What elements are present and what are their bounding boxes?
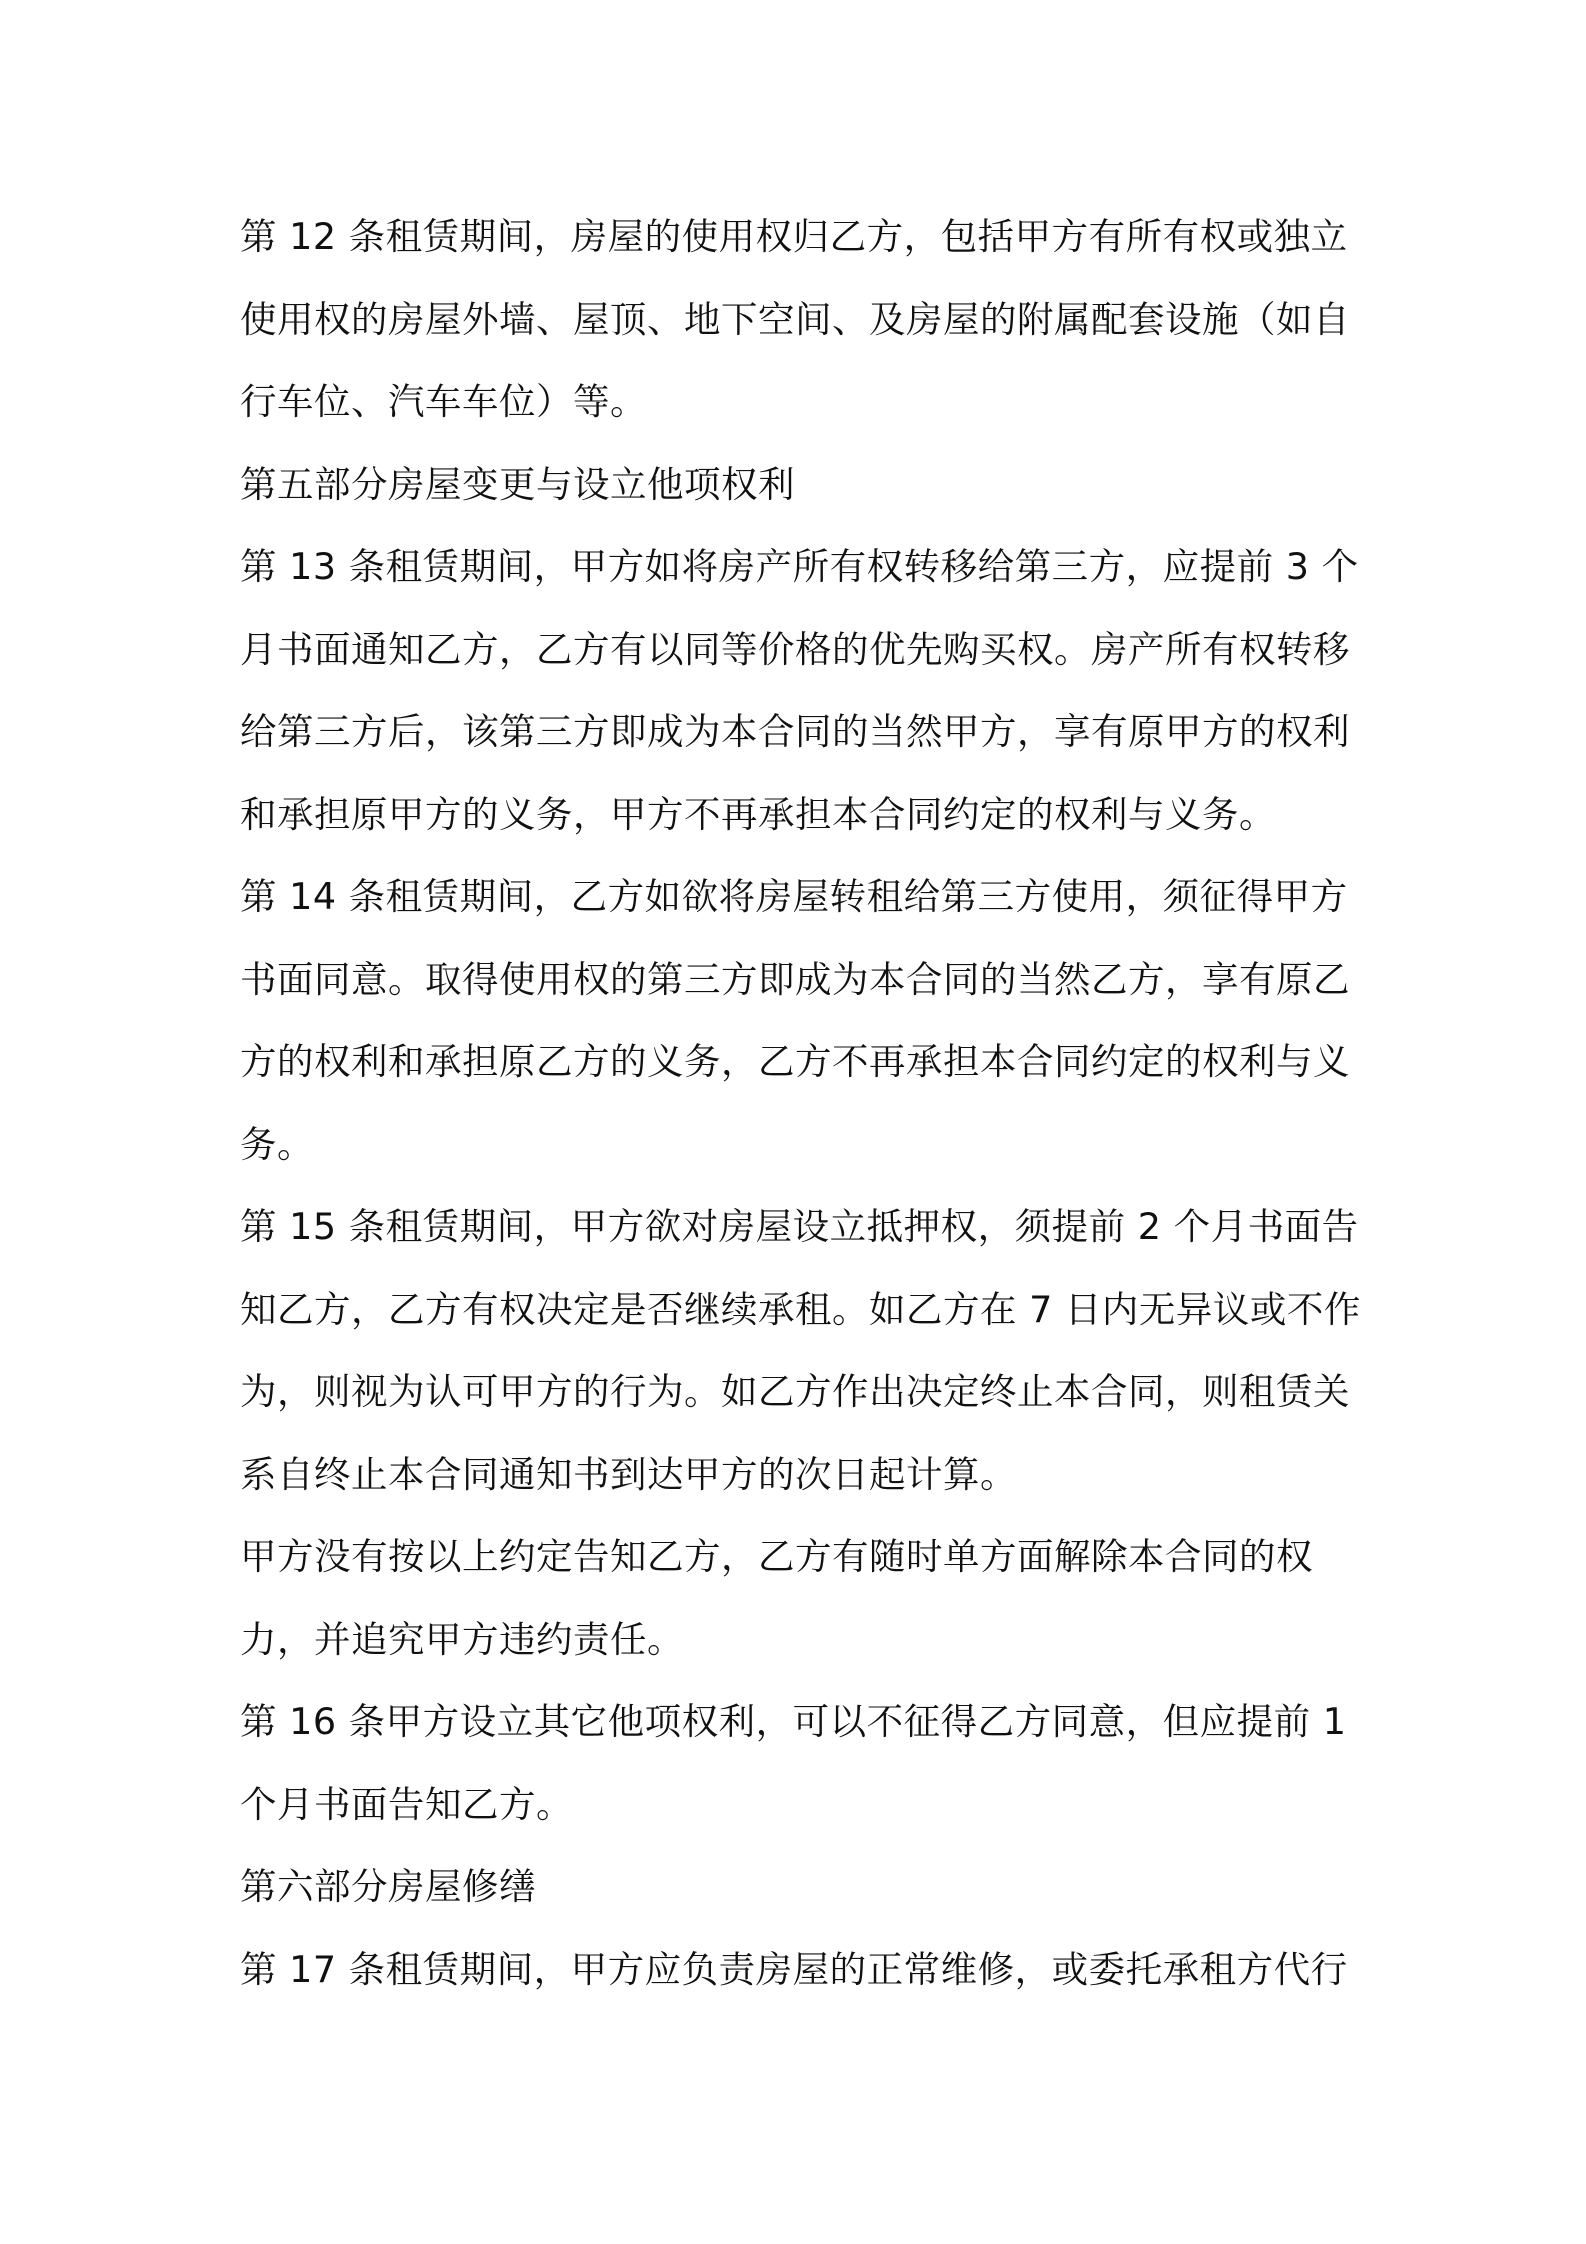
part-5-heading: 第五部分房屋变更与设立他项权利 [240,462,795,506]
document-body [240,196,1370,2011]
article-15-paragraph: 第 15 条租赁期间，甲方欲对房屋设立抵押权，须提前 2 个月书面告知乙方，乙方有权决定是否继续承租。如乙方在 7 日内无异议或不作为，则视为认可甲方的行为。如乙方作出决定终止本合同，则租赁关系自终止本合同通知书到达甲方的次日起计算。 [240,1205,1361,1496]
article-15-supplement-paragraph: 甲方没有按以上约定告知乙方，乙方有随时单方面解除本合同的权力，并追究甲方违约责任。 [240,1535,1313,1661]
article-14-paragraph: 第 14 条租赁期间，乙方如欲将房屋转租给第三方使用，须征得甲方书面同意。取得使用权的第三方即成为本合同的当然乙方，享有原乙方的权利和承担原乙方的义务，乙方不再承担本合同约定的权利与义务。 [240,875,1350,1166]
part-6-heading: 第六部分房屋修缮 [240,1865,536,1908]
article-17-paragraph: 第 17 条租赁期间，甲方应负责房屋的正常维修，或委托承租方代行 [240,1947,1348,1991]
article-13-paragraph: 第 13 条租赁期间，甲方如将房产所有权转移给第三方，应提前 3 个月书面通知乙方，乙方有以同等价格的优先购买权。房产所有权转移给第三方后，该第三方即成为本合同的当然甲方，享有原甲方的权利和承担原甲方的义务，甲方不再承担本合同约定的权利与义务。 [240,545,1359,836]
article-16-paragraph: 第 16 条甲方设立其它他项权利，可以不征得乙方同意，但应提前 1 个月书面告知乙方。 [240,1700,1347,1826]
article-12-paragraph: 第 12 条租赁期间，房屋的使用权归乙方，包括甲方有所有权或独立使用权的房屋外墙、屋顶、地下空间、及房屋的附属配套设施（如自行车位、汽车车位）等。 [240,215,1350,423]
